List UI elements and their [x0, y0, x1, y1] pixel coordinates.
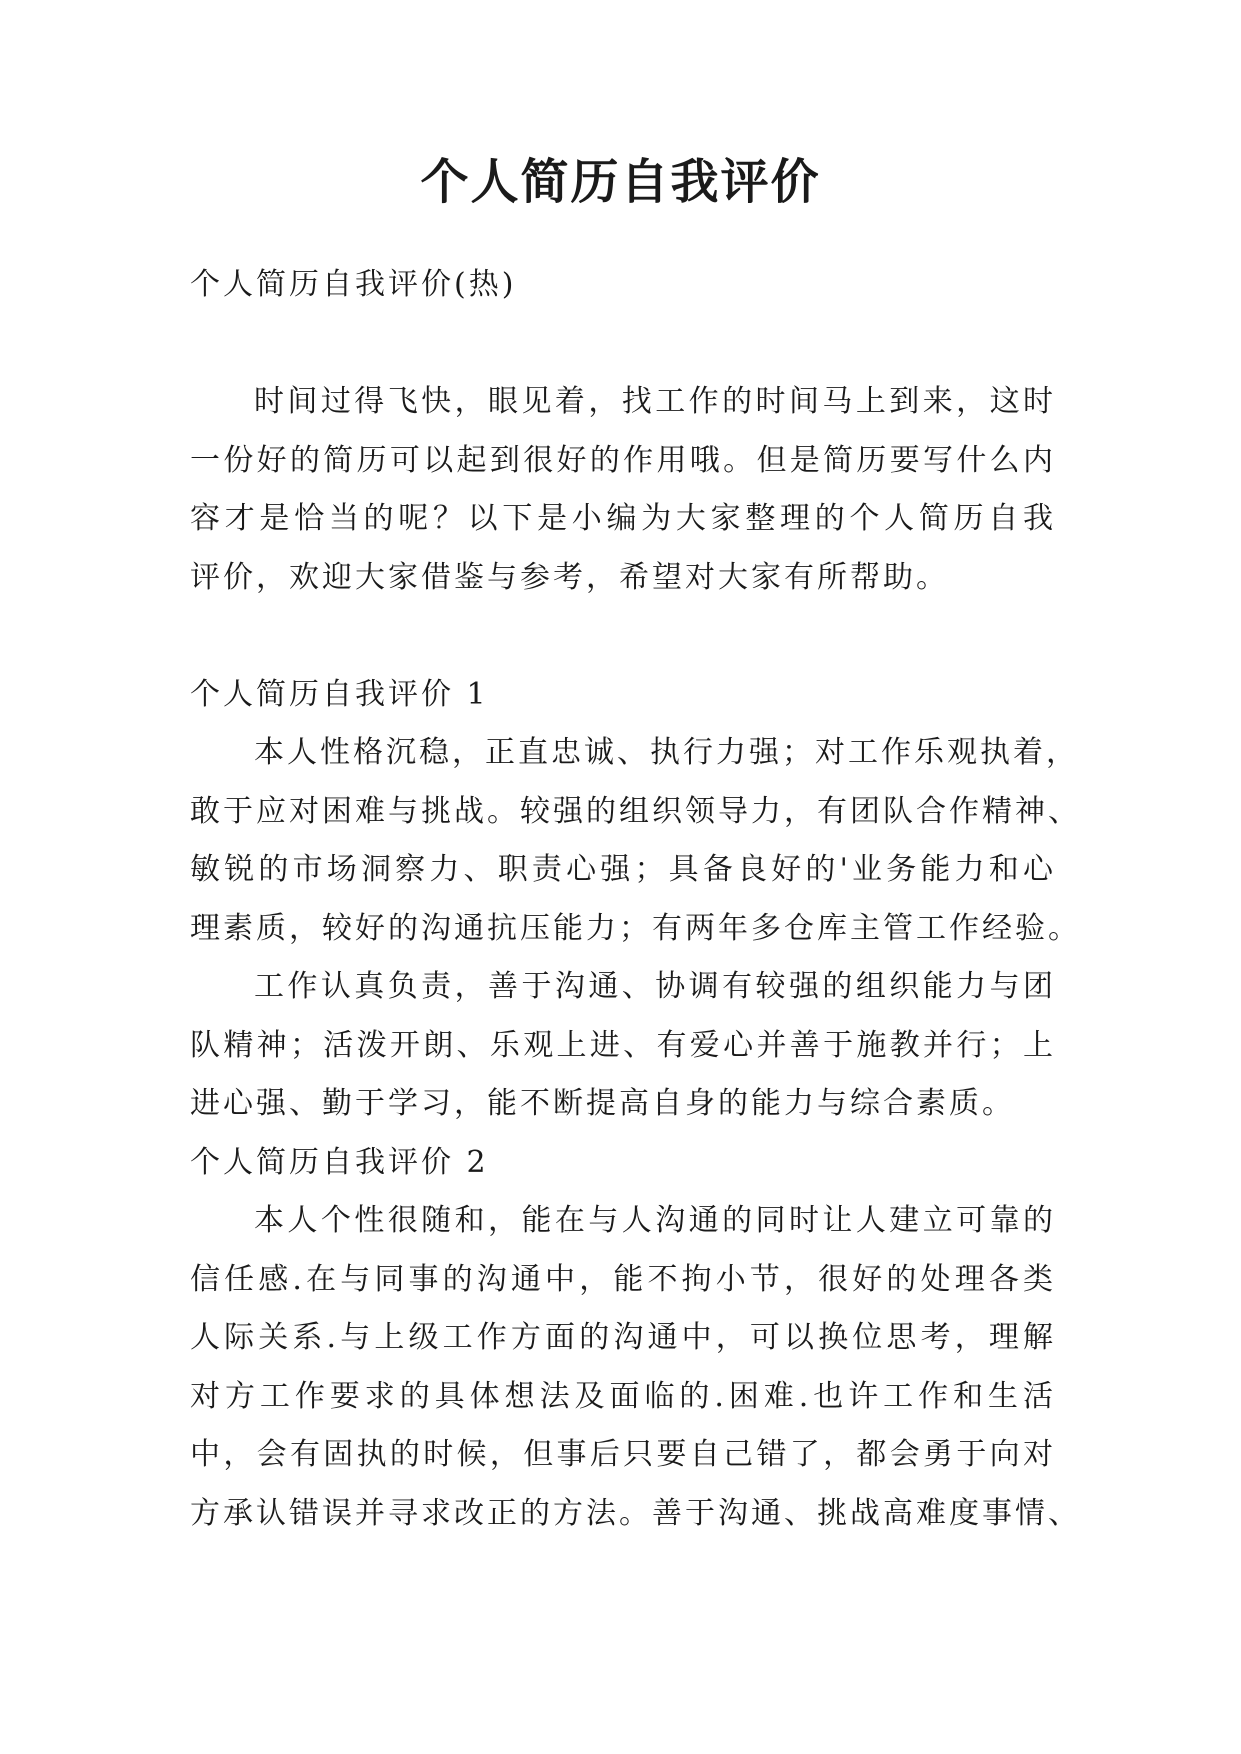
section1-paragraph-1: [190, 724, 1081, 958]
intro-line: 容才是恰当的呢？以下是小编为大家整理的个人简历自我: [190, 501, 1056, 536]
paragraph-line: 本人性格沉稳，正直忠诚、执行力强；对工作乐观执着，: [254, 735, 1079, 770]
paragraph-line: 理素质，较好的沟通抗压能力；有两年多仓库主管工作经验。: [190, 910, 1081, 946]
section-heading-1: 个人简历自我评价 1: [190, 676, 489, 712]
paragraph-line: 工作认真负责，善于沟通、协调有较强的组织能力与团: [254, 969, 1056, 1004]
intro-line: 时间过得飞快，眼见着，找工作的时间马上到来，这时: [254, 384, 1056, 419]
document-body: [190, 256, 1081, 1543]
paragraph-line: 对方工作要求的具体想法及面临的.困难.也许工作和生活: [190, 1378, 1056, 1414]
document-title: 个人简历自我评价: [420, 154, 821, 210]
section1-paragraph-2: [190, 958, 1056, 1134]
section2-paragraph-1: [190, 1192, 1081, 1543]
paragraph-line: 信任感.在与同事的沟通中，能不拘小节，很好的处理各类: [190, 1261, 1056, 1297]
spacer: [190, 315, 1056, 374]
paragraph-line: 队精神；活泼开朗、乐观上进、有爱心并善于施教并行；上: [190, 1027, 1056, 1063]
document-subtitle: 个人简历自我评价(热): [190, 267, 517, 302]
spacer: [190, 607, 1056, 666]
paragraph-line: 敏锐的市场洞察力、职责心强；具备良好的'业务能力和心: [190, 852, 1056, 887]
paragraph-line: 人际关系.与上级工作方面的沟通中，可以换位思考，理解: [190, 1320, 1056, 1355]
paragraph-line: 敢于应对困难与挑战。较强的组织领导力，有团队合作精神、: [190, 793, 1081, 829]
paragraph-line: 中，会有固执的时候，但事后只要自己错了，都会勇于向对: [190, 1437, 1056, 1472]
intro-line: 一份好的简历可以起到很好的作用哦。但是简历要写什么内: [190, 442, 1056, 478]
paragraph-line: 本人个性很随和，能在与人沟通的同时让人建立可靠的: [254, 1203, 1056, 1238]
intro-paragraph: [190, 373, 1056, 607]
section-heading-2: 个人简历自我评价 2: [190, 1144, 489, 1180]
paragraph-line: 进心强、勤于学习，能不断提高自身的能力与综合素质。: [190, 1086, 1015, 1121]
paragraph-line: 方承认错误并寻求改正的方法。善于沟通、挑战高难度事情、: [190, 1495, 1081, 1531]
intro-line: 评价，欢迎大家借鉴与参考，希望对大家有所帮助。: [190, 559, 949, 595]
